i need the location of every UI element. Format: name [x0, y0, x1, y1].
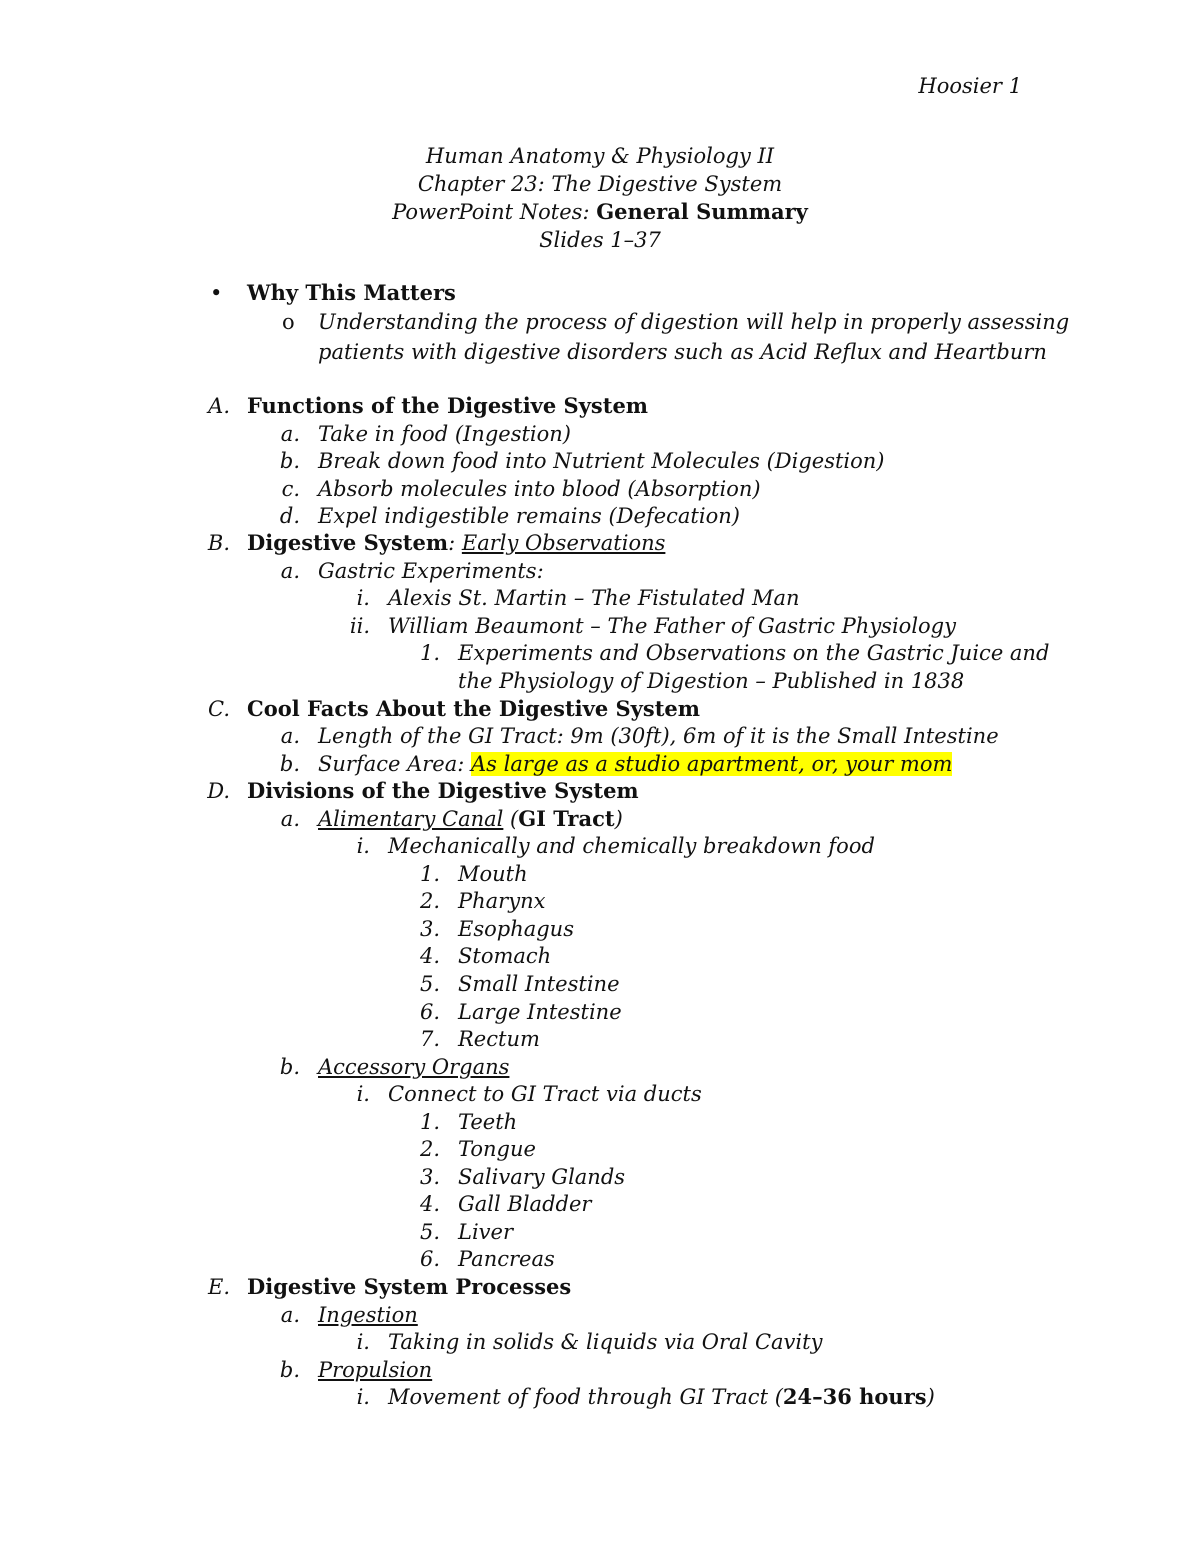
section-marker-c: C. — [208, 697, 230, 721]
item-marker: 6. — [419, 1000, 440, 1024]
item-marker: 7. — [419, 1027, 440, 1051]
section-heading-a: Functions of the Digestive System — [247, 393, 649, 418]
running-head: Hoosier 1 — [918, 74, 1022, 98]
list-item: Liver — [458, 1220, 513, 1244]
paren-open: ( — [503, 807, 519, 831]
notes-prefix: PowerPoint Notes: — [392, 200, 597, 224]
ingestion-label: Ingestion — [318, 1303, 418, 1327]
list-item: Length of the GI Tract: 9m (30ft), 6m of it is the Small Intestine — [318, 724, 999, 748]
item-marker: 3. — [419, 1165, 440, 1189]
item-marker: 1. — [419, 862, 440, 886]
duration-text: 24–36 hours — [782, 1384, 927, 1409]
item-marker: 2. — [419, 889, 440, 913]
item-marker: a. — [280, 724, 300, 748]
item-marker: i. — [356, 586, 370, 610]
item-marker: b. — [279, 1358, 300, 1382]
item-marker: d. — [279, 504, 300, 528]
section-heading-e: Digestive System Processes — [247, 1274, 572, 1299]
list-item: Mechanically and chemically breakdown food — [388, 834, 875, 858]
why-heading: Why This Matters — [247, 280, 456, 305]
list-item: Teeth — [458, 1110, 518, 1134]
section-heading-b — [247, 529, 665, 557]
list-item: Pancreas — [458, 1247, 555, 1271]
item-marker: 4. — [419, 944, 440, 968]
list-item: Large Intestine — [458, 1000, 622, 1024]
item-marker: a. — [280, 1303, 300, 1327]
notes-summary: General Summary — [596, 199, 808, 224]
list-item: Experiments and Observations on the Gastric Juice and — [458, 641, 1050, 665]
list-item: Connect to GI Tract via ducts — [388, 1082, 702, 1106]
chapter-title: Chapter 23: The Digestive System — [417, 172, 783, 196]
section-heading-b-colon: : — [448, 531, 462, 555]
why-text-line-1: Understanding the process of digestion will help in properly assessing — [318, 310, 1070, 334]
section-heading-b-text: Digestive System — [247, 530, 449, 555]
section-marker-e: E. — [207, 1275, 230, 1299]
list-item: Take in food (Ingestion) — [318, 422, 571, 446]
item-marker: b. — [279, 752, 300, 776]
paren-close: ) — [926, 1385, 935, 1409]
course-title: Human Anatomy & Physiology II — [425, 144, 775, 168]
paren-close: ) — [614, 807, 623, 831]
list-item: Esophagus — [458, 917, 574, 941]
highlighted-text: As large as a studio apartment, or, your mom — [471, 752, 953, 776]
item-marker: 2. — [419, 1137, 440, 1161]
list-item: Pharynx — [458, 889, 546, 913]
list-item-continuation: the Physiology of Digestion – Published in 1838 — [458, 669, 965, 693]
bullet-icon: • — [210, 281, 223, 305]
item-marker: 3. — [419, 917, 440, 941]
list-item — [388, 1383, 935, 1411]
list-item: Gastric Experiments: — [318, 559, 544, 583]
item-marker: 5. — [419, 1220, 440, 1244]
list-item: Alexis St. Martin – The Fistulated Man — [388, 586, 800, 610]
item-marker: a. — [280, 422, 300, 446]
paren-open: ( — [774, 1385, 783, 1409]
list-item: Rectum — [458, 1027, 540, 1051]
list-item: Expel indigestible remains (Defecation) — [318, 504, 740, 528]
alimentary-canal-label: Alimentary Canal — [318, 807, 504, 831]
item-marker: 1. — [419, 1110, 440, 1134]
item-marker: ii. — [349, 614, 370, 638]
item-marker: b. — [279, 1055, 300, 1079]
item-marker: b. — [279, 449, 300, 473]
propulsion-text: Movement of food through GI Tract — [388, 1385, 775, 1409]
item-marker: 1. — [419, 641, 440, 665]
item-marker: c. — [281, 477, 300, 501]
section-marker-d: D. — [207, 779, 230, 803]
title-block — [0, 142, 1200, 254]
why-text-line-2: patients with digestive disorders such as Acid Reflux and Heartburn — [318, 340, 1047, 364]
item-marker: 5. — [419, 972, 440, 996]
section-heading-b-underlined: Early Observations — [461, 531, 666, 555]
propulsion-label: Propulsion — [318, 1358, 433, 1382]
list-item: Break down food into Nutrient Molecules (Digestion) — [318, 449, 885, 473]
gi-tract-label: GI Tract — [518, 806, 615, 831]
slides-range: Slides 1–37 — [539, 228, 661, 252]
item-marker: i. — [356, 834, 370, 858]
section-heading-d: Divisions of the Digestive System — [247, 778, 639, 803]
accessory-organs-label: Accessory Organs — [318, 1055, 510, 1079]
list-item: William Beaumont – The Father of Gastric Physiology — [388, 614, 956, 638]
item-marker: i. — [356, 1385, 370, 1409]
list-item — [318, 750, 952, 778]
item-marker: 4. — [419, 1192, 440, 1216]
list-item: Mouth — [458, 862, 528, 886]
sub-bullet-marker: o — [282, 310, 295, 334]
item-marker: i. — [356, 1082, 370, 1106]
item-marker: 6. — [419, 1247, 440, 1271]
section-marker-a: A. — [208, 394, 230, 418]
list-item: Taking in solids & liquids via Oral Cavity — [388, 1330, 823, 1354]
list-item — [318, 805, 623, 833]
list-item: Gall Bladder — [458, 1192, 592, 1216]
list-item: Stomach — [458, 944, 552, 968]
section-marker-b: B. — [207, 531, 230, 555]
list-item: Absorb molecules into blood (Absorption) — [318, 477, 761, 501]
list-item: Small Intestine — [458, 972, 620, 996]
item-marker: a. — [280, 559, 300, 583]
item-marker: a. — [280, 807, 300, 831]
list-item: Tongue — [458, 1137, 536, 1161]
item-marker: i. — [356, 1330, 370, 1354]
section-heading-c: Cool Facts About the Digestive System — [247, 696, 700, 721]
list-item: Salivary Glands — [458, 1165, 626, 1189]
surface-area-label: Surface Area: — [318, 752, 472, 776]
notes-title — [0, 198, 1200, 226]
